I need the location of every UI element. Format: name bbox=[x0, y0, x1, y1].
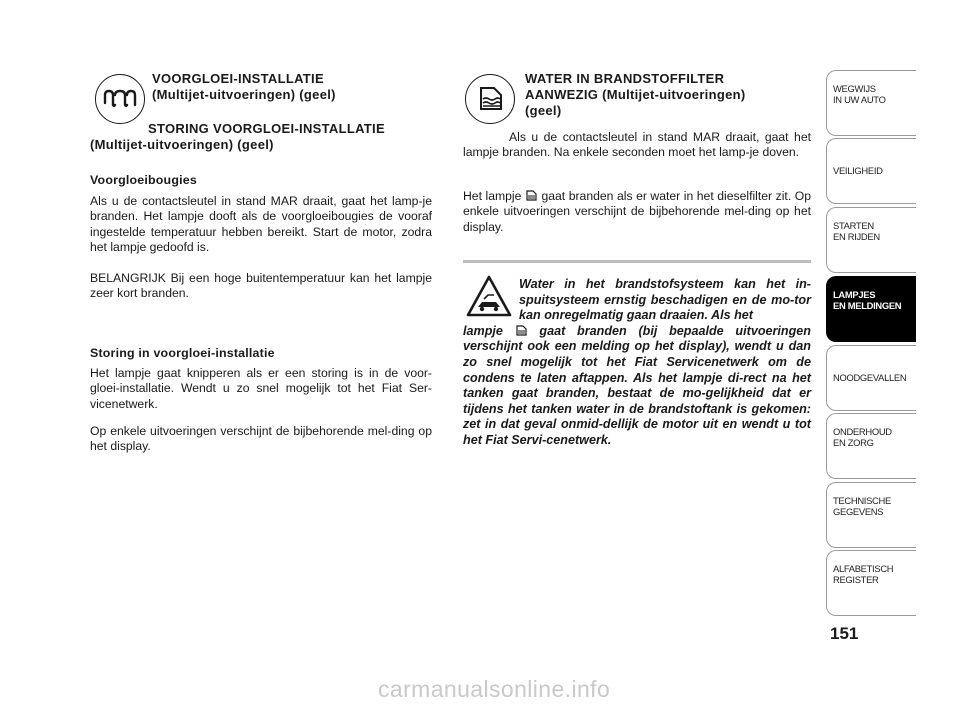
fault-paragraph-1: Het lampje gaat knipperen als er een storing is in de voor-gloei-installatie. Wendt u zo snel mogelijk tot het Fiat Ser-vicenetwerk. bbox=[90, 366, 432, 411]
water-p2-rest: gaat branden als er water in het dieselfilter zit. Op enkele uitvoeringen verschijnt de bijbehorende mel-ding op het display. bbox=[463, 189, 811, 234]
plugs-subheading: Voorgloeibougies bbox=[90, 173, 197, 187]
tab-lampjes[interactable]: LAMPJES EN MELDINGEN bbox=[826, 276, 916, 342]
watermark: carmanualsonline.info bbox=[378, 676, 611, 702]
fault-subheading: Storing in voorgloei-installatie bbox=[90, 346, 275, 360]
fault-title-line-1: STORING VOORGLOEI-INSTALLATIE bbox=[148, 121, 385, 136]
tab-noodgevallen[interactable]: NOODGEVALLEN bbox=[826, 345, 916, 411]
water-in-fuel-icon bbox=[465, 74, 515, 124]
glow-plug-title bbox=[152, 71, 442, 103]
water-paragraph-2 bbox=[463, 189, 811, 235]
fault-title-line-2: (Multijet-uitvoeringen) (geel) bbox=[90, 137, 274, 152]
water-in-fuel-title bbox=[525, 71, 815, 119]
water-paragraph-1 bbox=[463, 130, 811, 161]
warning-text-start: Water in het brandstofsysteem kan het in-spuitsysteem ernstig beschadigen en de mo-tor kan onregelmatig gaan draaien. Als het bbox=[519, 277, 811, 323]
tab-onderhoud[interactable]: ONDERHOUD EN ZORG bbox=[826, 413, 916, 479]
tab-technische[interactable]: TECHNISCHE GEGEVENS bbox=[826, 482, 916, 548]
page-number: 151 bbox=[830, 624, 859, 643]
warning-divider bbox=[463, 260, 811, 263]
glow-fault-title bbox=[90, 121, 438, 153]
glow-title-line-1: VOORGLOEI-INSTALLATIE bbox=[152, 71, 324, 86]
fault-paragraph-2: Op enkele uitvoeringen verschijnt de bijbehorende mel-ding op het display. bbox=[90, 424, 432, 454]
warning-text bbox=[463, 277, 811, 449]
plugs-paragraph-1: Als u de contactsleutel in stand MAR draait, gaat het lamp-je branden. Het lampje dooft als de voorgloeibougies de vooraf ingestelde temperatuur hebben bereikt. Start de motor, zodra het lampje gedoofd is. bbox=[90, 194, 432, 254]
glow-title-line-2: (Multijet-uitvoeringen) (geel) bbox=[152, 87, 336, 102]
water-title-line-2: AANWEZIG (Multijet-uitvoeringen) bbox=[525, 87, 746, 102]
tab-wegwijs[interactable]: WEGWIJS IN UW AUTO bbox=[826, 70, 916, 136]
water-p1-rest: het lampje branden. Na enkele seconden moet het lamp-je doven. bbox=[463, 130, 811, 160]
water-in-fuel-icon bbox=[526, 190, 537, 201]
water-p1-first-line: Als u de contactsleutel in stand MAR draait, gaat bbox=[509, 130, 789, 144]
warning-text-lampje: lampje bbox=[463, 323, 503, 338]
tab-veiligheid[interactable]: VEILIGHEID bbox=[826, 138, 916, 204]
water-p2-start: Het lampje bbox=[463, 189, 522, 203]
warning-text-rest: gaat branden (bij bepaalde uitvoeringen verschijnt ook een melding op het display), wendt u dan zo snel mogelijk tot het Fiat Servicenetwerk om de condens te laten aftappen. Als het lampje di-rect na het tanken gaat branden, bestaat de mo-gelijkheid dat er tijdens het tanken water in de brandstoftank is gekomen: zet in dat geval onmid-dellijk de motor uit en wendt u tot het Fiat Servi-cenetwerk. bbox=[463, 323, 812, 447]
glow-plug-icon bbox=[95, 74, 145, 124]
plugs-paragraph-2: BELANGRIJK Bij een hoge buitentemperatuur kan het lampje zeer kort branden. bbox=[90, 271, 432, 301]
tab-alfabetisch[interactable]: ALFABETISCH REGISTER bbox=[826, 550, 916, 616]
water-title-line-1: WATER IN BRANDSTOFFILTER bbox=[525, 71, 725, 86]
water-in-fuel-icon bbox=[516, 325, 527, 336]
tab-starten[interactable]: STARTEN EN RIJDEN bbox=[826, 207, 916, 273]
water-title-line-3: (geel) bbox=[525, 103, 562, 118]
